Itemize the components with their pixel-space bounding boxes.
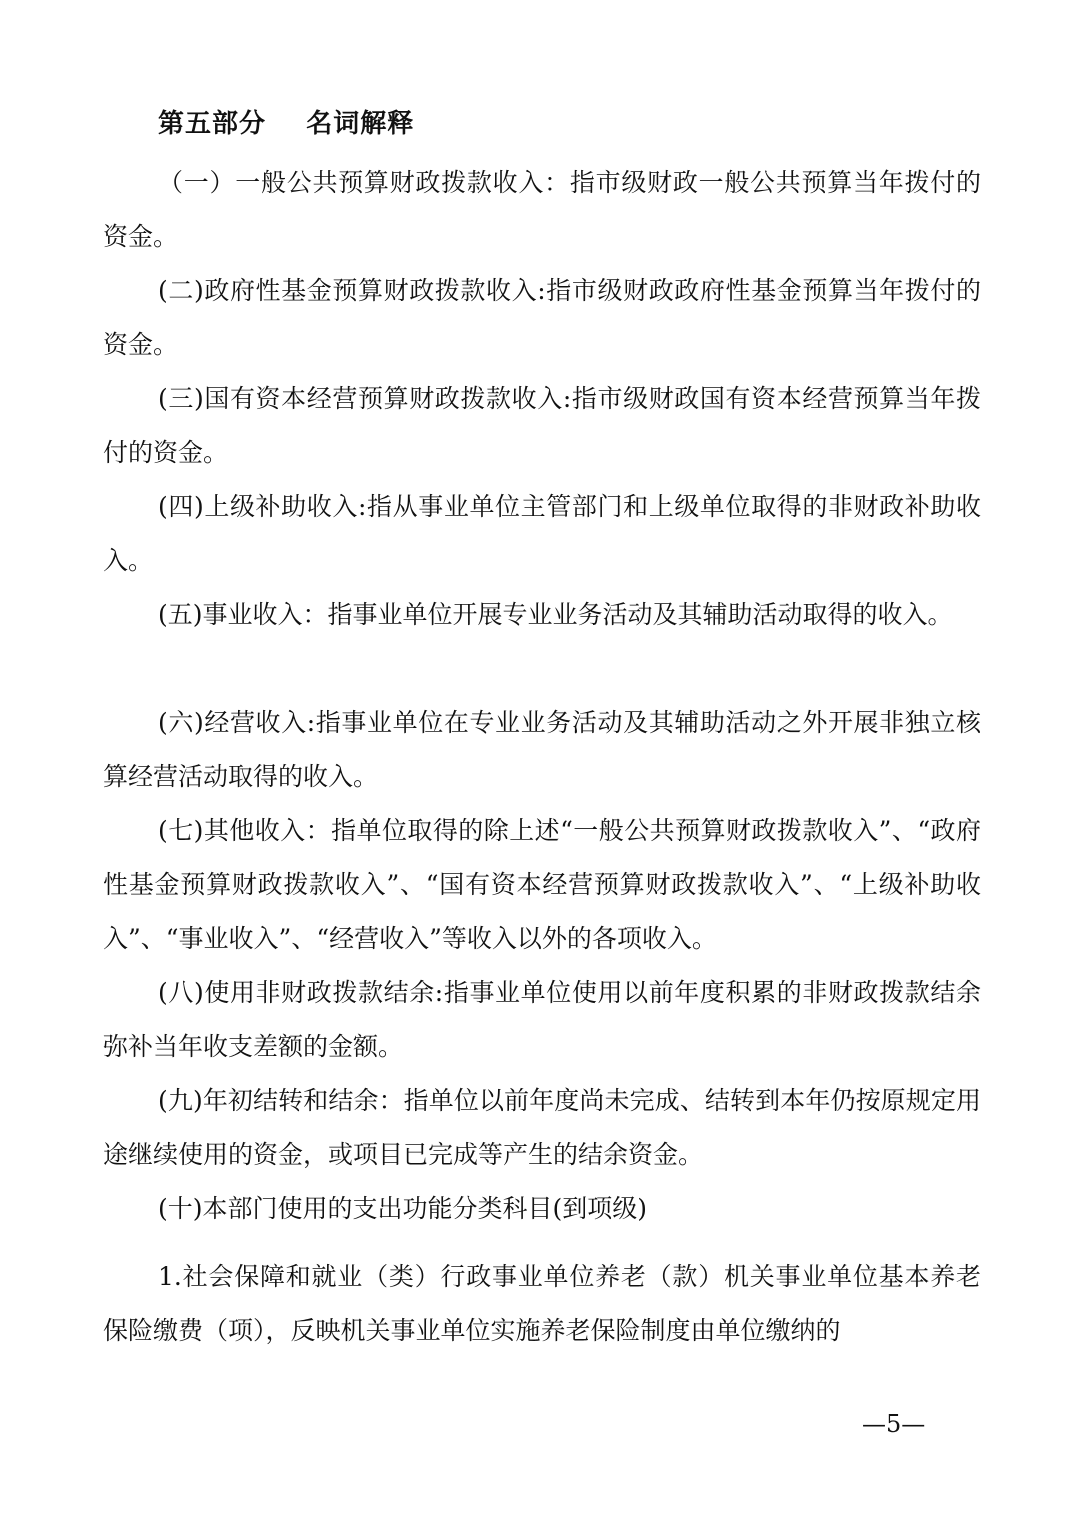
paragraph-7: (七)其他收入：指单位取得的除上述“一般公共预算财政拨款收入”、“政府性基金预算财政拨款收入”、“国有资本经营预算财政拨款收入”、“上级补助收入”、“事业收入”、“经营收入”等收入以外的各项收入。 bbox=[103, 816, 981, 953]
paragraph-8: (八)使用非财政拨款结余:指事业单位使用以前年度积累的非财政拨款结余弥补当年收支差额的金额。 bbox=[103, 978, 981, 1061]
paragraph-4: (四)上级补助收入:指从事业单位主管部门和上级单位取得的非财政补助收入。 bbox=[103, 492, 981, 575]
page-number: —5— bbox=[862, 1410, 926, 1438]
paragraph-3: (三)国有资本经营预算财政拨款收入:指市级财政国有资本经营预算当年拨付的资金。 bbox=[103, 384, 981, 467]
paragraph-2: (二)政府性基金预算财政拨款收入:指市级财政政府性基金预算当年拨付的资金。 bbox=[103, 276, 981, 359]
paragraph-9: (九)年初结转和结余：指单位以前年度尚未完成、结转到本年仍按原规定用途继续使用的资金，或项目已完成等产生的结余资金。 bbox=[103, 1086, 981, 1169]
paragraph-6: (六)经营收入:指事业单位在专业业务活动及其辅助活动之外开展非独立核算经营活动取得的收入。 bbox=[103, 708, 981, 791]
paragraph-10: (十)本部门使用的支出功能分类科目(到项级) bbox=[158, 1194, 648, 1223]
paragraph-5: (五)事业收入：指事业单位开展专业业务活动及其辅助活动取得的收入。 bbox=[158, 600, 953, 629]
section-heading: 第五部分 名词解释 bbox=[158, 109, 415, 139]
paragraph-1: （一）一般公共预算财政拨款收入：指市级财政一般公共预算当年拨付的资金。 bbox=[103, 168, 981, 251]
paragraph-11: 1.社会保障和就业（类）行政事业单位养老（款）机关事业单位基本养老保险缴费（项），反映机关事业单位实施养老保险制度由单位缴纳的 bbox=[103, 1262, 981, 1345]
